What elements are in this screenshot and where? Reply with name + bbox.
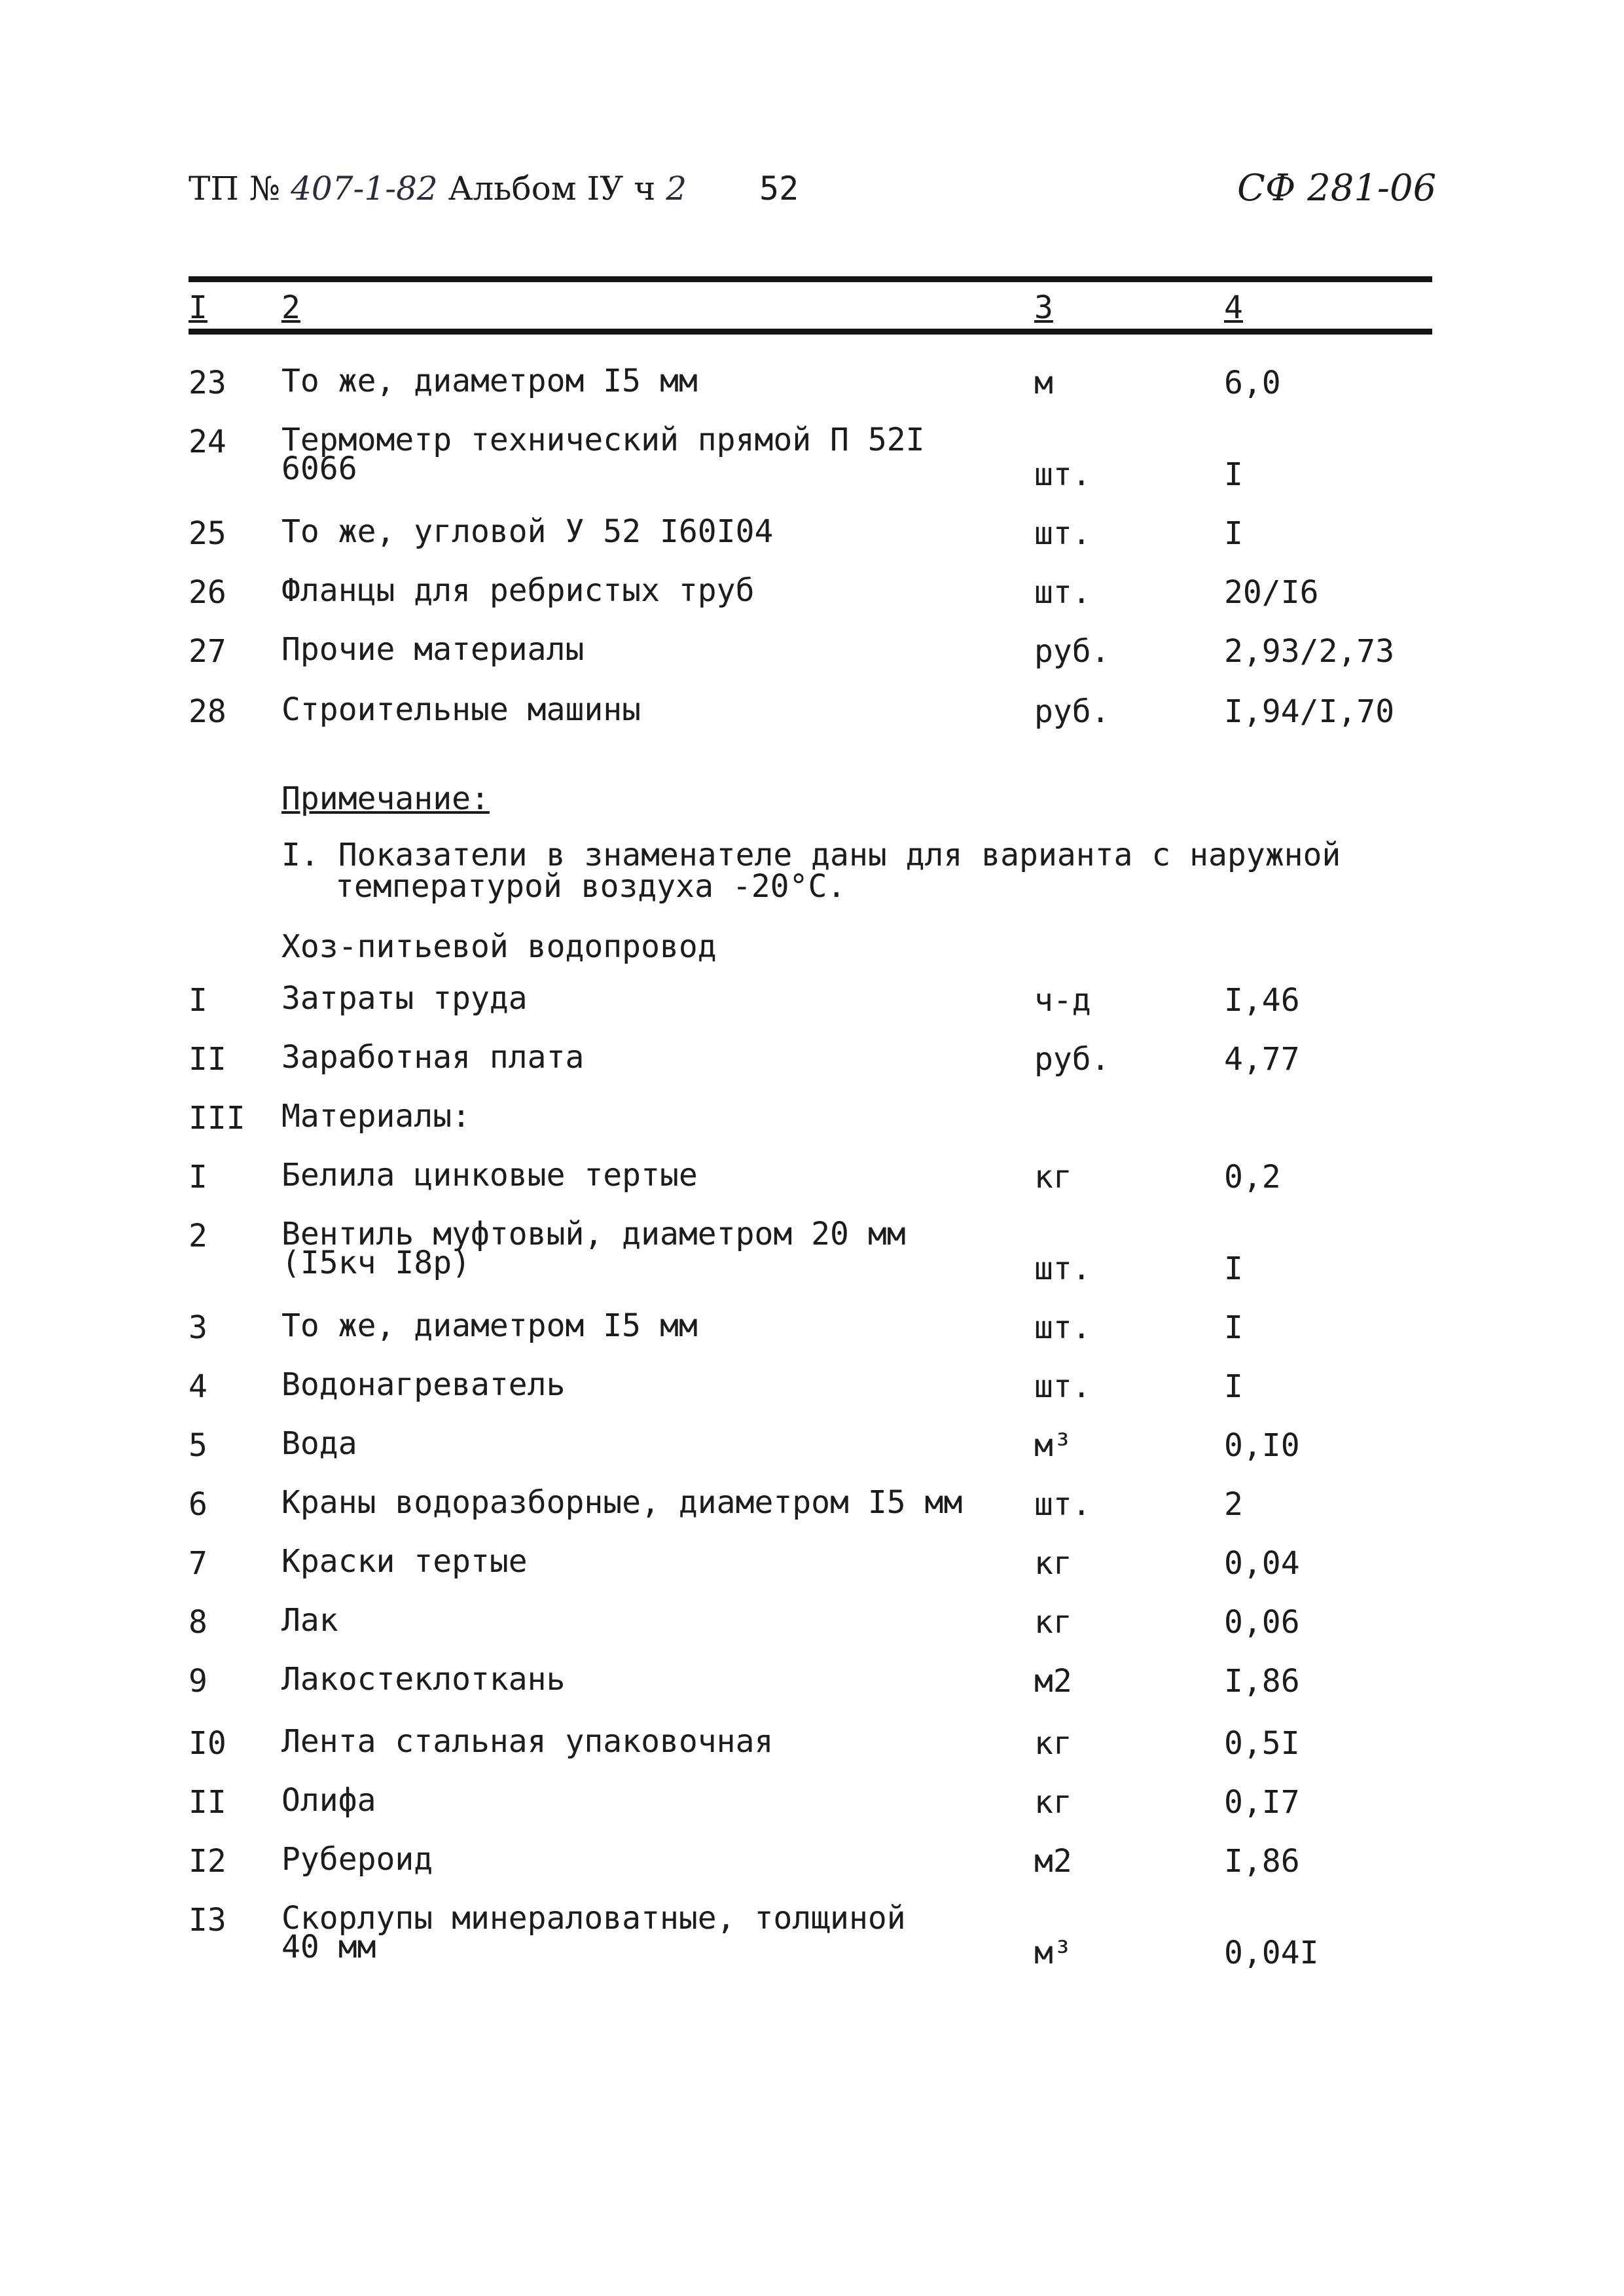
row-quantity: 2,93/2,73 [1224,633,1395,670]
row-quantity: I,86 [1224,1663,1300,1700]
header-prefix: ТП № [189,170,281,208]
row-name: Заработная плата [281,1039,585,1076]
row-quantity: 0,2 [1224,1159,1281,1195]
row-unit: руб. [1034,1041,1110,1078]
row-quantity: I,86 [1224,1843,1300,1880]
row-quantity: I [1224,456,1243,493]
row-name: Лакостеклоткань [281,1661,566,1698]
row-number: 4 [189,1368,208,1405]
row-number: I2 [189,1843,226,1880]
row-name: Вода [281,1425,357,1462]
row-name: То же, диаметром I5 мм [281,1307,698,1344]
row-number: II [189,1784,226,1821]
row-quantity: 0,5I [1224,1725,1300,1762]
row-name: Затраты труда [281,980,528,1017]
row-number: 23 [189,365,226,401]
row-name: Лак [281,1602,338,1639]
row-quantity: 0,04I [1224,1935,1319,1971]
column-header-3: 3 [1034,289,1053,326]
row-name: Рубероид [281,1841,433,1878]
table-top-rule [189,276,1432,282]
project-number: 407-1-82 [291,170,438,208]
row-unit: ч-д [1034,982,1091,1019]
row-number: II [189,1041,226,1078]
row-unit: шт. [1034,456,1091,493]
album-label: Альбом IУ ч [448,170,656,208]
row-unit: кг [1034,1159,1072,1195]
row-quantity: 2 [1224,1486,1243,1523]
row-quantity: I,94/I,70 [1224,693,1395,730]
row-name: Прочие материалы [281,631,585,668]
row-unit: м2 [1034,1663,1072,1700]
row-number: 5 [189,1427,208,1464]
row-unit: шт. [1034,1486,1091,1523]
row-number: 27 [189,633,226,670]
row-number: 25 [189,515,226,552]
note-title: Примечание: [281,780,490,817]
row-quantity: 6,0 [1224,365,1281,401]
row-number: I [189,982,208,1019]
row-name: Материалы: [281,1098,471,1135]
page-number: 52 [759,170,799,208]
row-quantity: 20/I6 [1224,574,1319,611]
row-name: Краски тертые [281,1543,528,1580]
row-unit: шт. [1034,1368,1091,1405]
row-quantity: I [1224,1309,1243,1346]
row-unit: м2 [1034,1843,1072,1880]
row-name: Скорлупы минераловатные, толщиной 40 мм [281,1900,906,1965]
header-left [189,169,687,208]
note-body [281,837,1394,905]
row-quantity: I,46 [1224,982,1300,1019]
row-unit: шт. [1034,574,1091,611]
row-unit: кг [1034,1784,1072,1821]
row-number: 7 [189,1545,208,1582]
row-unit: руб. [1034,633,1110,670]
album-part: 2 [666,170,687,208]
row-name: Вентиль муфтовый, диаметром 20 мм (I5кч I8р) [281,1216,906,1281]
row-unit: кг [1034,1604,1072,1641]
row-number: 9 [189,1663,208,1700]
row-unit: шт. [1034,1309,1091,1346]
row-name: Белила цинковые тертые [281,1157,698,1194]
note-line-2: температурой воздуха -20°С. [335,868,846,905]
row-quantity: 4,77 [1224,1041,1300,1078]
row-number: III [189,1100,245,1137]
row-unit: шт. [1034,1250,1091,1287]
row-unit: руб. [1034,693,1110,730]
row-quantity: I [1224,1250,1243,1287]
row-quantity: 0,04 [1224,1545,1300,1582]
row-number: 24 [189,424,226,460]
row-unit: кг [1034,1725,1072,1762]
row-number: I [189,1159,208,1195]
row-number: 3 [189,1309,208,1346]
row-quantity: I [1224,1368,1243,1405]
row-name: Олифа [281,1782,376,1819]
row-number: 2 [189,1218,208,1254]
row-number: I0 [189,1725,226,1762]
section-title: Хоз-питьевой водопровод [281,928,717,965]
row-number: 28 [189,693,226,730]
row-quantity: 0,I0 [1224,1427,1300,1464]
row-unit: м³ [1034,1935,1072,1971]
row-unit: кг [1034,1545,1072,1582]
column-header-1: I [189,289,208,326]
row-name: Строительные машины [281,691,641,728]
row-quantity: 0,06 [1224,1604,1300,1641]
row-name: То же, угловой У 52 I60I04 [281,513,774,550]
row-name: Термометр технический прямой П 52I 6066 [281,422,925,487]
table-header-rule [189,329,1432,335]
row-name: Лента стальная упаковочная [281,1723,774,1760]
row-number: 6 [189,1486,208,1523]
row-number: 8 [189,1604,208,1641]
column-header-2: 2 [281,289,300,326]
row-name: Фланцы для ребристых труб [281,572,755,609]
row-name: Водонагреватель [281,1366,566,1403]
row-name: Краны водоразборные, диаметром I5 мм [281,1484,963,1521]
row-number: I3 [189,1902,226,1939]
document-stamp: СФ 281-06 [1237,167,1437,210]
row-name: То же, диаметром I5 мм [281,363,698,399]
note-line-1: I. Показатели в знаменателе даны для варианта с наружной [281,837,1341,873]
row-quantity: I [1224,515,1243,552]
row-unit: м³ [1034,1427,1072,1464]
column-header-4: 4 [1224,289,1243,326]
row-unit: шт. [1034,515,1091,552]
row-quantity: 0,I7 [1224,1784,1300,1821]
row-unit: м [1034,365,1053,401]
row-number: 26 [189,574,226,611]
